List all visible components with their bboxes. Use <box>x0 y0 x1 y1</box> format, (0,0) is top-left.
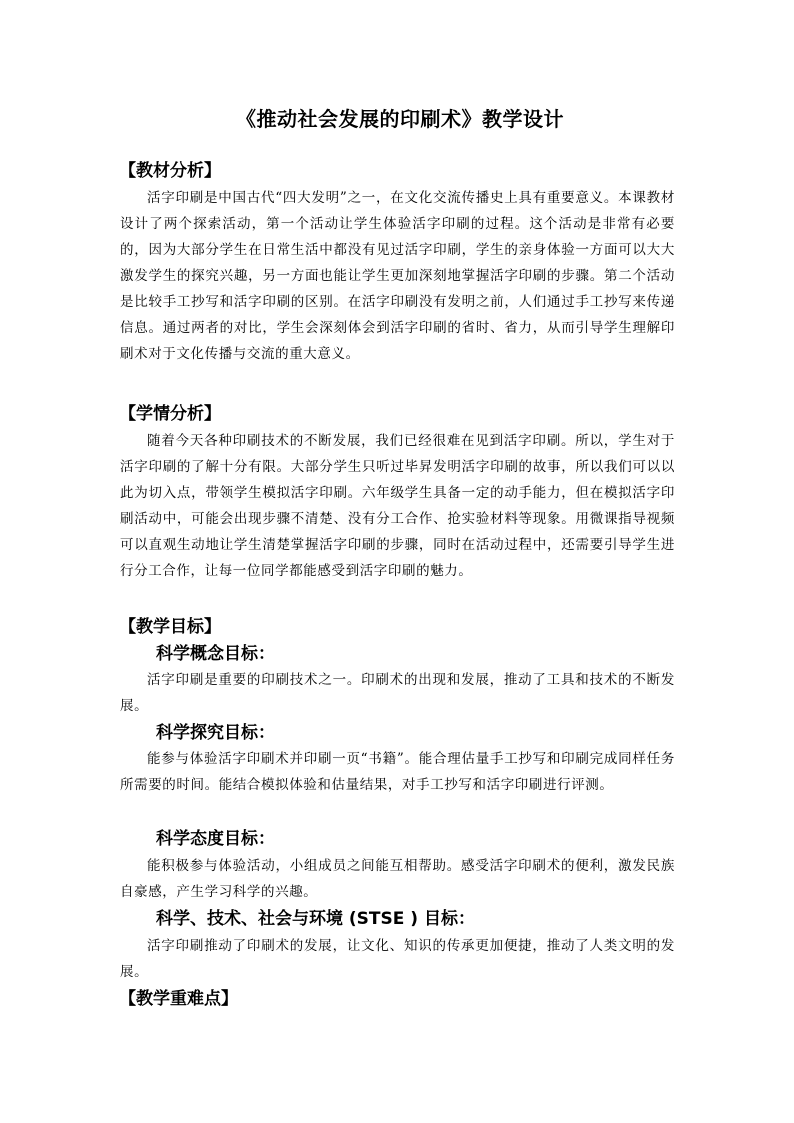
subheading-stse-goal: 科学、技术、社会与环境 (STSE ) 目标： <box>156 909 475 929</box>
paragraph-inquiry-goal: 能参与体验活字印刷术并印刷一页“书籍”。能合理估量手工抄写和印刷完成同样任务所需要的时间。能结合模拟体验和估量结果，对手工抄写和活字印刷进行评测。 <box>120 751 675 793</box>
subheading-attitude-goal: 科学态度目标： <box>156 829 275 849</box>
paragraph-concept-goal: 活字印刷是重要的印刷技术之一。印刷术的出现和发展，推动了工具和技术的不断发展。 <box>120 672 675 714</box>
subheading-inquiry-goal: 科学探究目标： <box>156 723 275 743</box>
paragraph-student-analysis: 随着今天各种印刷技术的不断发展，我们已经很难在见到活字印刷。所以，学生对于活字印刷的了解十分有限。大部分学生只听过毕昇发明活字印刷的故事，所以我们可以以此为切入点，带领学生模拟活字印刷。六年级学生具备一定的动手能力，但在模拟活字印刷活动中，可能会出现步骤不清楚、没有分工合作、抢实验材料等现象。用微课指导视频可以直观生动地让学生清楚掌握活字印刷的步骤，同时在活动过程中，还需要引导学生进行分工合作，让每一位同学都能感受到活字印刷的魅力。 <box>120 433 675 579</box>
paragraph-stse-goal: 活字印刷推动了印刷术的发展，让文化、知识的传承更加便捷，推动了人类文明的发展。 <box>120 938 675 980</box>
paragraph-attitude-goal: 能积极参与体验活动，小组成员之间能互相帮助。感受活字印刷术的便利，激发民族自豪感，产生学习科学的兴趣。 <box>120 858 675 900</box>
subheading-concept-goal: 科学概念目标： <box>156 644 275 664</box>
heading-key-difficult-points: 【教学重难点】 <box>119 989 238 1009</box>
paragraph-textbook-analysis: 活字印刷是中国古代“四大发明”之一，在文化交流传播史上具有重要意义。本课教材设计了两个探索活动，第一个活动让学生体验活字印刷的过程。这个活动是非常有必要的，因为大部分学生在日常生活中都没有见过活字印刷，学生的亲身体验一方面可以大大激发学生的探究兴趣，另一方面也能让学生更加深刻地掌握活字印刷的步骤。第二个活动是比较手工抄写和活字印刷的区别。在活字印刷没有发明之前，人们通过手工抄写来传递信息。通过两者的对比，学生会深刻体会到活字印刷的省时、省力，从而引导学生理解印刷术对于文化传播与交流的重大意义。 <box>120 190 675 362</box>
heading-student-analysis: 【学情分析】 <box>119 404 221 424</box>
heading-textbook-analysis: 【教材分析】 <box>119 161 221 181</box>
document-title: 《推动社会发展的印刷术》教学设计 <box>236 107 564 131</box>
heading-teaching-goals: 【教学目标】 <box>119 617 221 637</box>
